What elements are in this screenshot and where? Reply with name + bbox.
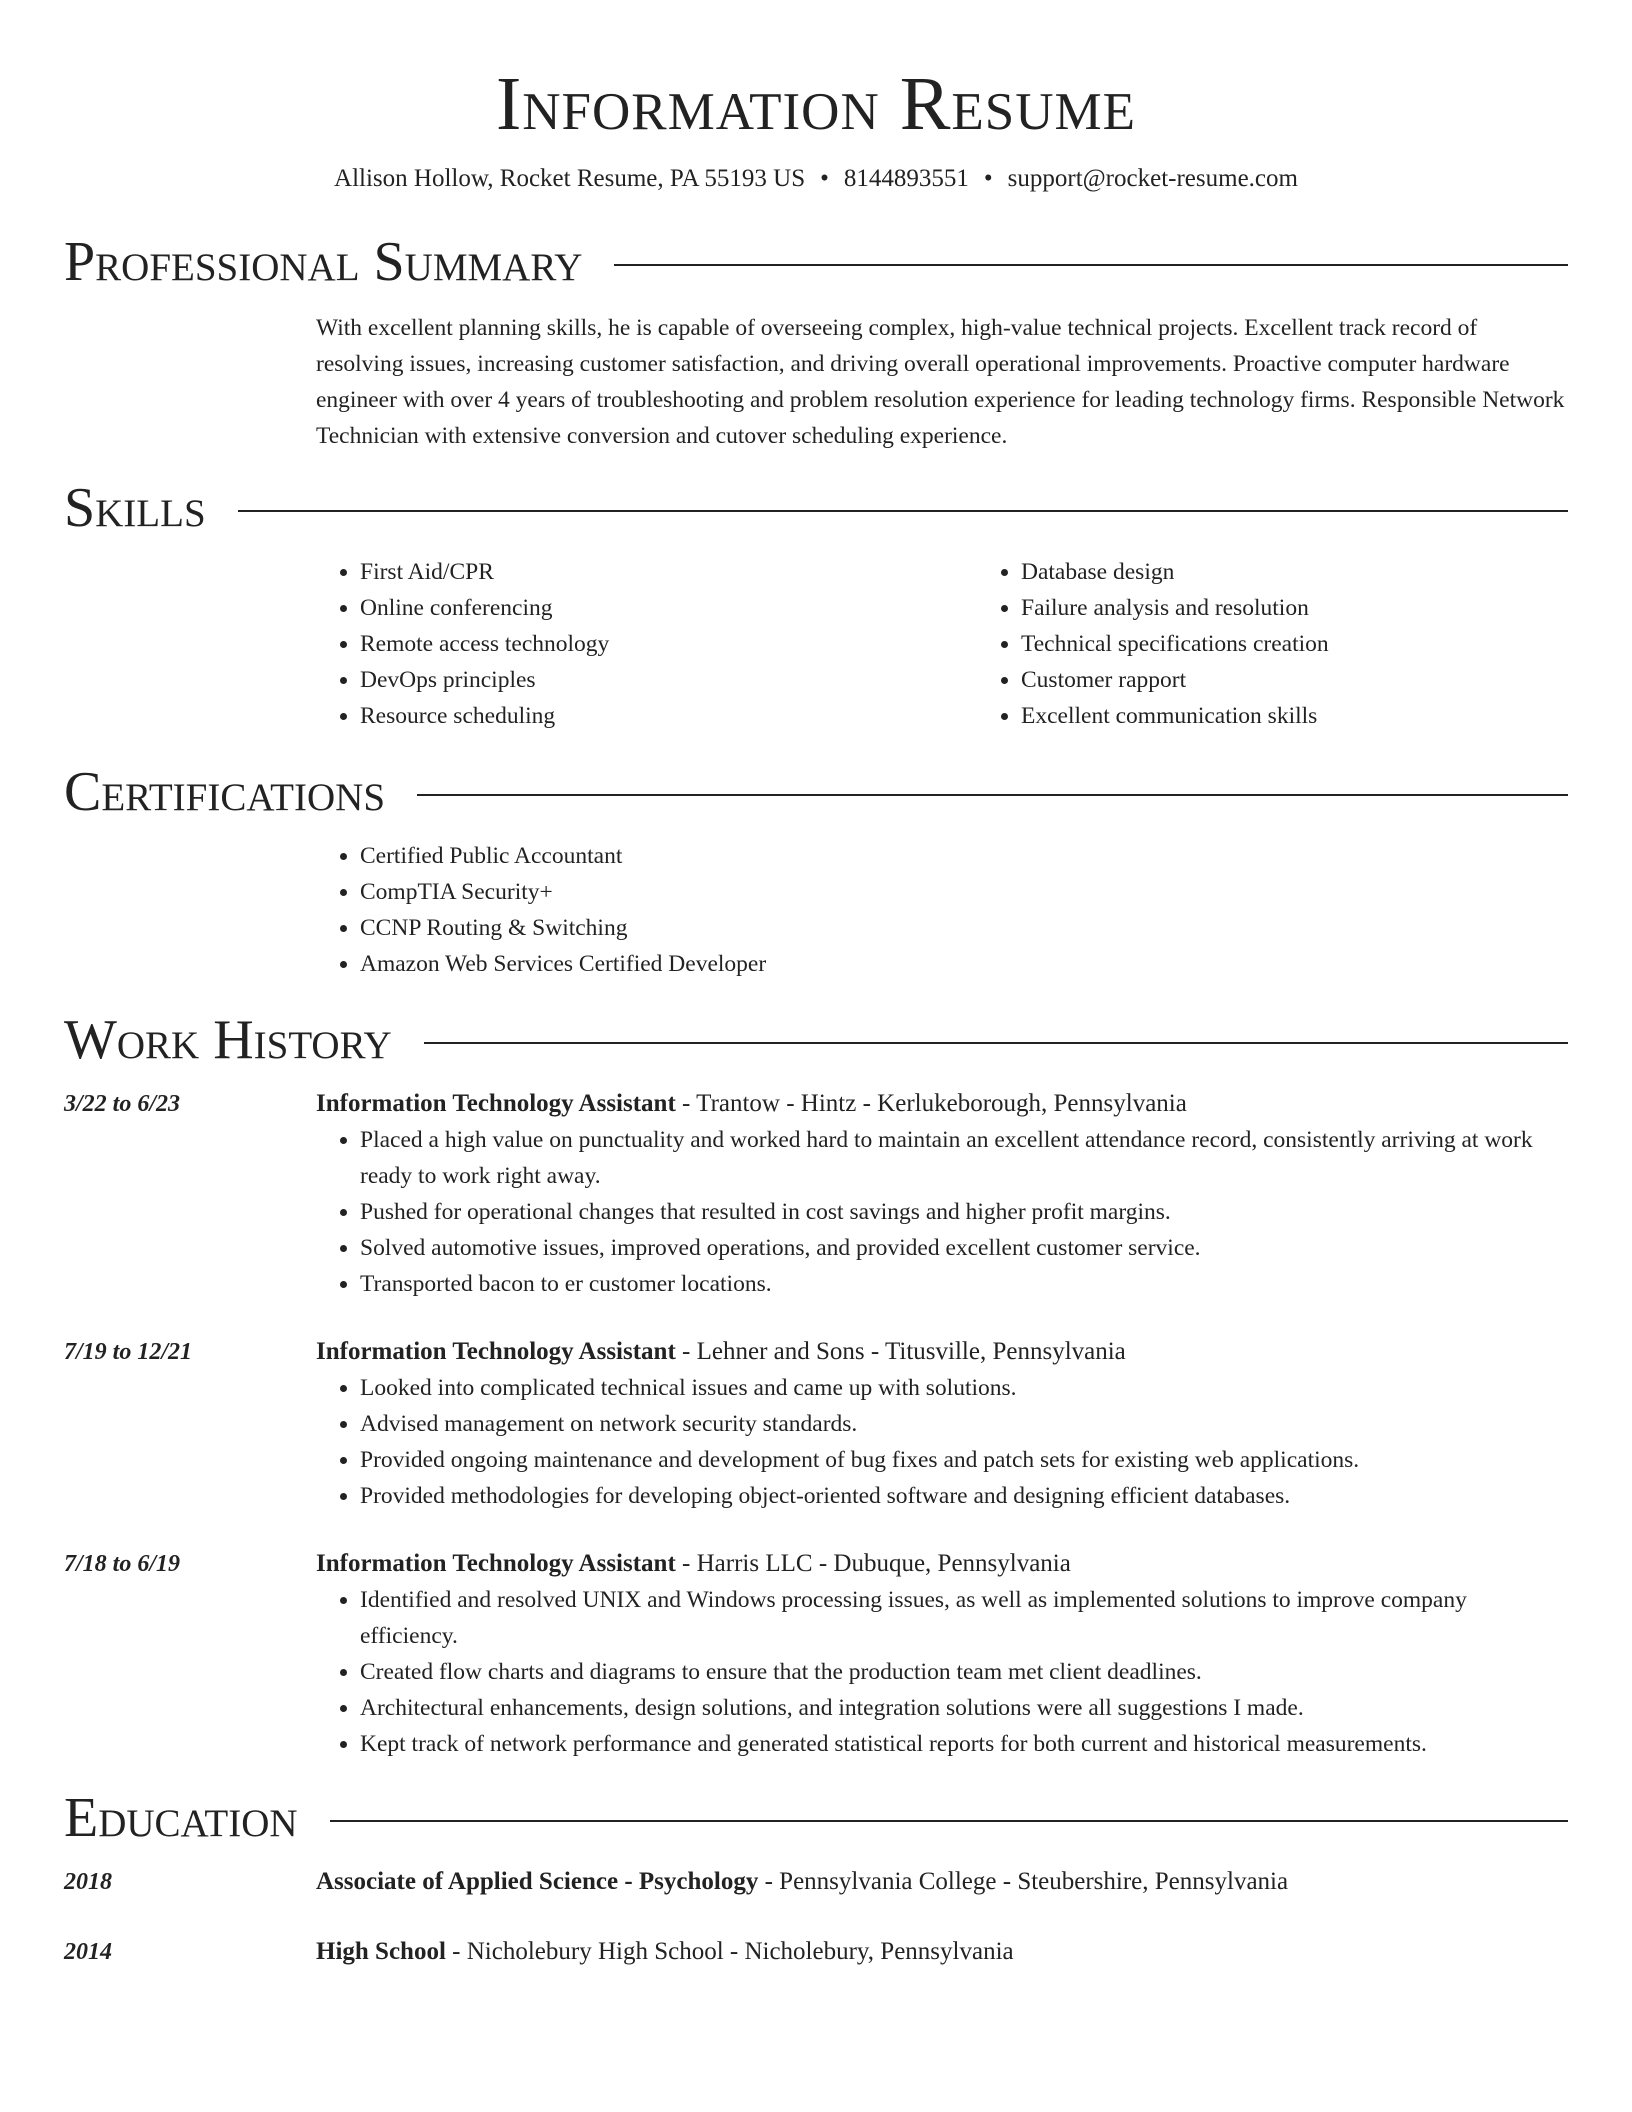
- duty-item: • Advised management on network security standards.: [360, 1406, 1568, 1442]
- skills-heading: Skills: [64, 477, 206, 539]
- summary-text: With excellent planning skills, he is capable of overseeing complex, high-value technical projects. Excellent track record of resolving issues, increasing customer satisfaction, and driving overall operational improvements. Proactive computer hardware engineer with over 4 years of troubleshooting and problem resolution experience for leading technology firms. Responsible Network Technician with extensive conversion and cutover scheduling experience.: [316, 315, 1565, 449]
- job-body: [316, 1546, 1568, 1762]
- contact-line: [64, 162, 1568, 196]
- job-dates: 7/18 to 6/19: [64, 1551, 181, 1577]
- job-body: [316, 1086, 1568, 1302]
- job-heading: [316, 1546, 1568, 1582]
- duty-item: • Created flow charts and diagrams to ensure that the production team met client deadlines.: [360, 1654, 1568, 1690]
- skills-grid: [316, 554, 1568, 734]
- education-line: [316, 1934, 1568, 1970]
- skills-list-right: [977, 554, 1632, 734]
- skill-item: • Remote access technology: [360, 626, 977, 662]
- section-divider: [330, 1820, 1568, 1822]
- duty-item: • Provided ongoing maintenance and development of bug fixes and patch sets for existing web applications.: [360, 1442, 1568, 1478]
- section-divider: [424, 1042, 1568, 1044]
- education-school: - Pennsylvania College - Steubershire, Pennsylvania: [758, 1868, 1289, 1895]
- skill-item: • Failure analysis and resolution: [1021, 590, 1632, 626]
- education-school: - Nicholebury High School - Nicholebury, Pennsylvania: [445, 1938, 1014, 1965]
- skills-section-header: [64, 476, 1568, 540]
- contact-email: support@rocket-resume.com: [1007, 165, 1298, 192]
- summary-section-header: [64, 230, 1568, 294]
- skill-item: • DevOps principles: [360, 662, 977, 698]
- resume-title: Information Resume: [495, 62, 1137, 146]
- section-divider: [614, 264, 1568, 266]
- job-duties: [316, 1370, 1568, 1514]
- job-entry: [64, 1546, 1568, 1762]
- education-year: 2014: [64, 1939, 112, 1965]
- duty-item: • Provided methodologies for developing object-oriented software and designing efficient databases.: [360, 1478, 1568, 1514]
- job-duties: [316, 1582, 1568, 1762]
- skill-item: • Customer rapport: [1021, 662, 1632, 698]
- work-heading: Work History: [64, 1009, 392, 1071]
- job-employer: - Lehner and Sons - Titusville, Pennsylvania: [675, 1338, 1126, 1365]
- education-section-header: [64, 1786, 1568, 1850]
- certifications-heading: Certifications: [64, 761, 386, 823]
- skill-item: • Technical specifications creation: [1021, 626, 1632, 662]
- certification-item: • CCNP Routing & Switching: [360, 910, 1568, 946]
- education-heading: Education: [64, 1787, 298, 1849]
- education-year: 2018: [64, 1869, 112, 1895]
- job-heading: [316, 1086, 1568, 1122]
- summary-heading: Professional Summary: [64, 231, 583, 293]
- work-section-header: [64, 1008, 1568, 1072]
- duty-item: • Kept track of network performance and generated statistical reports for both current and historical measurements.: [360, 1726, 1568, 1762]
- skills-list-left: [316, 554, 977, 734]
- certification-item: • Amazon Web Services Certified Developer: [360, 946, 1568, 982]
- contact-address: Allison Hollow, Rocket Resume, PA 55193 US: [334, 165, 806, 192]
- section-divider: [238, 510, 1568, 512]
- certifications-section-header: [64, 760, 1568, 824]
- skill-item: • Resource scheduling: [360, 698, 977, 734]
- certification-item: • CompTIA Security+: [360, 874, 1568, 910]
- duty-item: • Architectural enhancements, design solutions, and integration solutions were all suggestions I made.: [360, 1690, 1568, 1726]
- job-employer: - Harris LLC - Dubuque, Pennsylvania: [675, 1550, 1071, 1577]
- job-entry: [64, 1334, 1568, 1514]
- job-heading: [316, 1334, 1568, 1370]
- job-body: [316, 1334, 1568, 1514]
- contact-phone: 8144893551: [843, 165, 969, 192]
- contact-separator: •: [983, 165, 993, 192]
- skill-item: • Online conferencing: [360, 590, 977, 626]
- duty-item: • Looked into complicated technical issues and came up with solutions.: [360, 1370, 1568, 1406]
- education-line: [316, 1864, 1568, 1900]
- duty-item: • Transported bacon to er customer locations.: [360, 1266, 1568, 1302]
- duty-item: • Placed a high value on punctuality and worked hard to maintain an excellent attendance record, consistently arriving at work ready to work right away.: [360, 1122, 1568, 1194]
- certifications-list: [316, 838, 1568, 982]
- education-degree: High School: [316, 1938, 446, 1965]
- section-divider: [417, 794, 1568, 796]
- contact-separator: •: [820, 165, 829, 192]
- job-dates: 3/22 to 6/23: [64, 1091, 181, 1117]
- education-degree: Associate of Applied Science - Psychology: [316, 1868, 759, 1895]
- job-entry: [64, 1086, 1568, 1302]
- duty-item: • Pushed for operational changes that resulted in cost savings and higher profit margins.: [360, 1194, 1568, 1230]
- duty-item: • Identified and resolved UNIX and Windows processing issues, as well as implemented solutions to improve company efficiency.: [360, 1582, 1568, 1654]
- education-entry: [64, 1934, 1568, 1970]
- job-title: Information Technology Assistant: [316, 1090, 676, 1117]
- job-title: Information Technology Assistant: [316, 1338, 676, 1365]
- job-title: Information Technology Assistant: [316, 1550, 676, 1577]
- skill-item: • First Aid/CPR: [360, 554, 977, 590]
- certifications-block: [316, 838, 1568, 982]
- education-entry: [64, 1864, 1568, 1900]
- skill-item: • Excellent communication skills: [1021, 698, 1632, 734]
- job-duties: [316, 1122, 1568, 1302]
- job-dates: 7/19 to 12/21: [64, 1339, 193, 1365]
- skill-item: • Database design: [1021, 554, 1632, 590]
- job-employer: - Trantow - Hintz - Kerlukeborough, Pennsylvania: [675, 1090, 1187, 1117]
- certification-item: • Certified Public Accountant: [360, 838, 1568, 874]
- duty-item: • Solved automotive issues, improved operations, and provided excellent customer service.: [360, 1230, 1568, 1266]
